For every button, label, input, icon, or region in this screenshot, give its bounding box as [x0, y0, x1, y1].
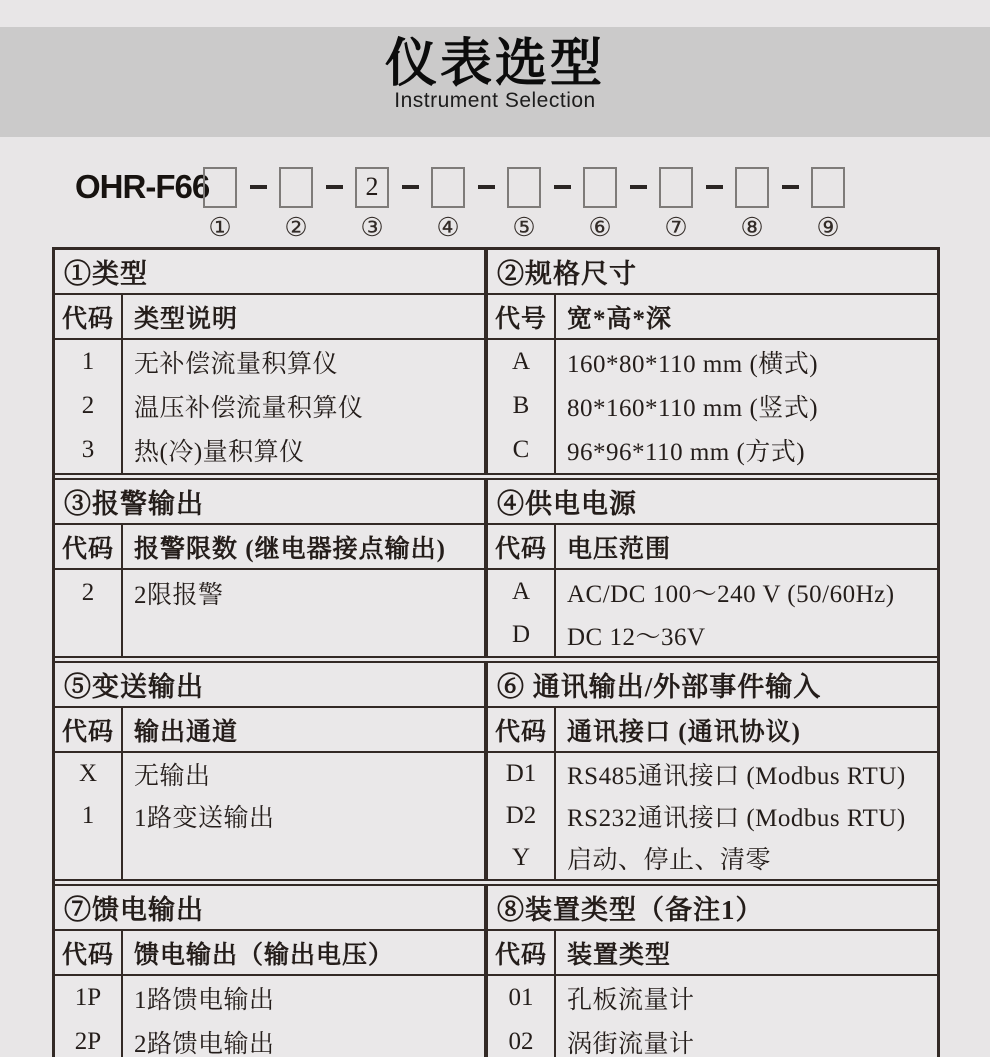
section-title: ①类型 — [55, 250, 484, 295]
desc-cell: 2路馈电输出 — [134, 1031, 275, 1057]
column-header-code: 代码 — [494, 535, 547, 563]
model-code-box-8 — [735, 167, 769, 208]
code-cell: D — [511, 620, 531, 648]
column-header-code: 代码 — [494, 941, 547, 969]
code-cell: X — [78, 760, 98, 787]
dash-separator — [782, 185, 799, 189]
page-title: 仪表选型 — [384, 35, 605, 93]
position-label-6: ⑥ — [588, 213, 612, 242]
column-header-desc: 输出通道 — [134, 718, 239, 746]
desc-cell: 孔板流量计 — [567, 987, 695, 1014]
section-communication — [488, 663, 937, 879]
section-title: ⑧装置类型（备注1） — [488, 886, 937, 931]
section-title: ②规格尺寸 — [488, 250, 937, 295]
dash-separator — [706, 185, 723, 189]
section-title: ④供电电源 — [488, 480, 937, 525]
code-cell: 1 — [81, 802, 95, 829]
code-cell: 02 — [508, 1028, 534, 1055]
desc-cell: AC/DC 100～240 V (50/60Hz) — [567, 580, 895, 608]
selection-table — [52, 247, 940, 1057]
page-subtitle: Instrument Selection — [394, 89, 596, 113]
code-cell: Y — [511, 844, 531, 871]
model-prefix: OHR-F66 — [75, 168, 210, 205]
column-header-code: 代码 — [61, 718, 114, 746]
desc-cell: 1路馈电输出 — [134, 987, 275, 1014]
code-cell: 2P — [74, 1028, 102, 1055]
section-device-type — [488, 886, 937, 1057]
desc-cell: 热(冷)量积算仪 — [134, 439, 305, 466]
desc-cell: 160*80*110 mm (横式) — [567, 351, 819, 378]
position-label-3: ③ — [360, 213, 384, 242]
table-band-2 — [55, 478, 937, 658]
position-label-5: ⑤ — [512, 213, 536, 242]
desc-cell: 温压补偿流量积算仪 — [134, 395, 364, 422]
model-code-box-6 — [583, 167, 617, 208]
column-header-code: 代码 — [494, 718, 547, 746]
header-band — [0, 27, 990, 137]
column-header-desc: 报警限数 (继电器接点输出) — [134, 535, 446, 563]
desc-cell: 启动、停止、清零 — [567, 847, 772, 874]
dash-separator — [326, 185, 343, 189]
position-label-9: ⑨ — [816, 213, 840, 242]
column-header-desc: 类型说明 — [134, 305, 239, 333]
dash-separator — [554, 185, 571, 189]
section-alarm-output — [55, 480, 488, 656]
code-cell: 3 — [81, 436, 95, 463]
column-header-desc: 馈电输出（输出电压） — [134, 941, 395, 969]
position-label-2: ② — [284, 213, 308, 242]
code-cell: C — [512, 436, 530, 463]
code-cell: D2 — [505, 802, 537, 829]
desc-cell: 96*96*110 mm (方式) — [567, 439, 806, 466]
model-code-box-9 — [811, 167, 845, 208]
desc-cell: RS485通讯接口 (Modbus RTU) — [567, 763, 906, 790]
section-power-supply — [488, 480, 937, 656]
column-header-code: 代码 — [61, 305, 114, 333]
dash-separator — [250, 185, 267, 189]
table-band-4 — [55, 884, 937, 1057]
model-code-box-1 — [203, 167, 237, 208]
desc-cell: 涡街流量计 — [567, 1031, 695, 1057]
desc-cell: RS232通讯接口 (Modbus RTU) — [567, 805, 906, 832]
section-title: ③报警输出 — [55, 480, 484, 525]
model-code-box-3: 2 — [355, 167, 389, 208]
desc-cell: 80*160*110 mm (竖式) — [567, 395, 819, 422]
desc-cell: 无补偿流量积算仪 — [134, 351, 339, 378]
section-feed-output — [55, 886, 488, 1057]
section-transmit-output — [55, 663, 488, 879]
column-header-code: 代码 — [61, 535, 114, 563]
position-label-8: ⑧ — [740, 213, 764, 242]
code-cell: 01 — [508, 984, 534, 1011]
table-band-3 — [55, 661, 937, 881]
code-cell: A — [511, 348, 531, 375]
code-cell: D1 — [505, 760, 537, 787]
desc-cell: DC 12～36V — [567, 623, 706, 651]
model-code-box-4 — [431, 167, 465, 208]
model-code-box-7 — [659, 167, 693, 208]
code-cell: 2 — [81, 578, 95, 606]
column-header-desc: 装置类型 — [567, 941, 672, 969]
column-header-code: 代码 — [61, 941, 114, 969]
model-code-box-5 — [507, 167, 541, 208]
model-code-box-2 — [279, 167, 313, 208]
desc-cell: 无输出 — [134, 763, 211, 790]
section-title: ⑥ 通讯输出/外部事件输入 — [488, 663, 937, 708]
dash-separator — [402, 185, 419, 189]
position-label-1: ① — [208, 213, 232, 242]
position-number-row — [75, 212, 845, 244]
position-label-4: ④ — [436, 213, 460, 242]
position-label-7: ⑦ — [664, 213, 688, 242]
column-header-code: 代号 — [494, 305, 547, 333]
section-type — [55, 250, 488, 473]
column-header-desc: 电压范围 — [567, 535, 672, 563]
code-cell: 2 — [81, 392, 95, 419]
section-title: ⑦馈电输出 — [55, 886, 484, 931]
model-code-row — [75, 165, 845, 209]
dash-separator — [478, 185, 495, 189]
desc-cell: 1路变送输出 — [134, 805, 275, 832]
table-band-1 — [55, 250, 937, 475]
code-cell: 1P — [74, 984, 102, 1011]
code-cell: 1 — [81, 348, 95, 375]
code-cell: A — [511, 577, 531, 605]
column-header-desc: 宽*高*深 — [567, 305, 673, 333]
desc-cell: 2限报警 — [134, 581, 224, 609]
section-size — [488, 250, 937, 473]
column-header-desc: 通讯接口 (通讯协议) — [567, 718, 801, 746]
dash-separator — [630, 185, 647, 189]
code-cell: B — [512, 392, 530, 419]
section-title: ⑤变送输出 — [55, 663, 484, 708]
